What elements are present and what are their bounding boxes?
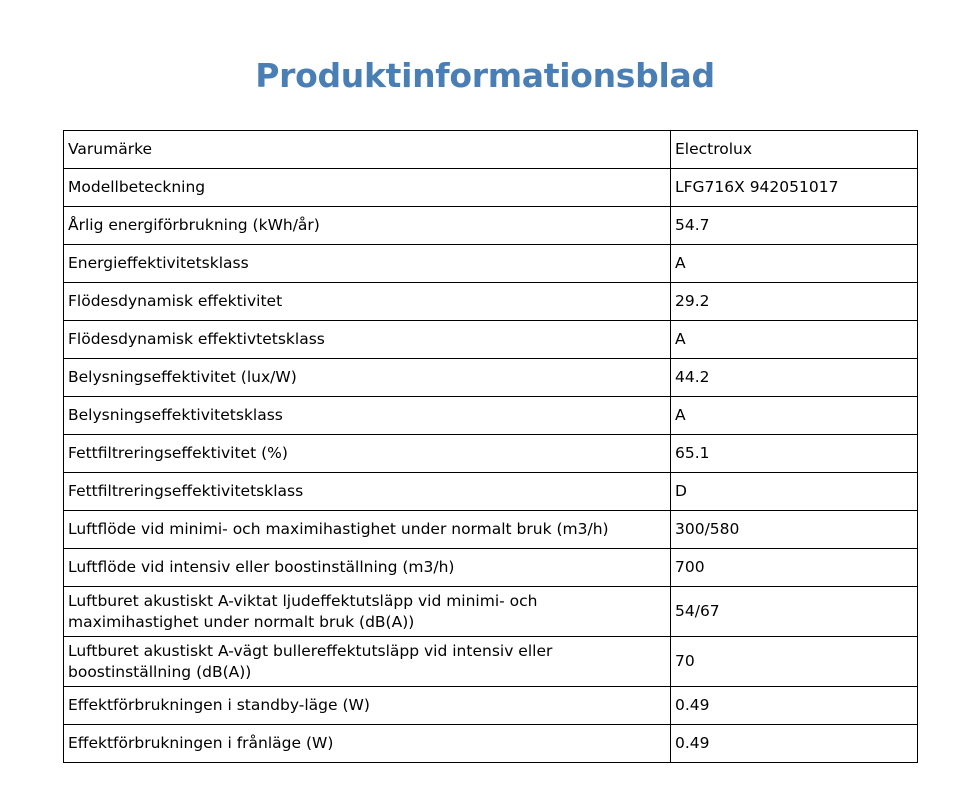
row-value: 65.1	[671, 435, 918, 473]
row-value: 300/580	[671, 511, 918, 549]
row-label: Luftflöde vid minimi- och maximihastighet under normalt bruk (m3/h)	[64, 511, 671, 549]
row-label: Modellbeteckning	[64, 169, 671, 207]
row-value: A	[671, 245, 918, 283]
row-value: 54/67	[671, 587, 918, 637]
table-row-off-power	[64, 725, 918, 763]
table-row-lighting-class	[64, 397, 918, 435]
table-row-grease-efficiency	[64, 435, 918, 473]
row-value: 70	[671, 637, 918, 687]
row-label: Årlig energiförbrukning (kWh/år)	[64, 207, 671, 245]
row-label: Effektförbrukningen i standby-läge (W)	[64, 687, 671, 725]
row-value: D	[671, 473, 918, 511]
table-row-fluid-efficiency	[64, 283, 918, 321]
row-value: 0.49	[671, 725, 918, 763]
table-row-fluid-class	[64, 321, 918, 359]
table-row-energy-class	[64, 245, 918, 283]
row-label: Flödesdynamisk effektivtetsklass	[64, 321, 671, 359]
product-info-table	[63, 130, 918, 763]
row-label: Belysningseffektivitetsklass	[64, 397, 671, 435]
row-label: Luftburet akustiskt A-vägt bullereffektutsläpp vid intensiv eller boostinställning (dB(A))	[64, 637, 671, 687]
row-value: 700	[671, 549, 918, 587]
row-label: Flödesdynamisk effektivitet	[64, 283, 671, 321]
row-value: LFG716X 942051017	[671, 169, 918, 207]
row-label: Fettfiltreringseffektivitet (%)	[64, 435, 671, 473]
table-row-annual-energy	[64, 207, 918, 245]
row-label: Belysningseffektivitet (lux/W)	[64, 359, 671, 397]
row-label: Varumärke	[64, 131, 671, 169]
row-value: A	[671, 321, 918, 359]
table-row-grease-class	[64, 473, 918, 511]
row-label: Luftburet akustiskt A-viktat ljudeffektutsläpp vid minimi- och maximihastighet under normalt bruk (dB(A))	[64, 587, 671, 637]
row-value: 44.2	[671, 359, 918, 397]
table-row-airflow-boost	[64, 549, 918, 587]
table-row-noise-boost	[64, 637, 918, 687]
row-label: Fettfiltreringseffektivitetsklass	[64, 473, 671, 511]
page-title: Produktinformationsblad	[255, 56, 715, 95]
table-row-noise-normal	[64, 587, 918, 637]
table-row-standby-power	[64, 687, 918, 725]
row-value: A	[671, 397, 918, 435]
table-row-brand	[64, 131, 918, 169]
row-value: 54.7	[671, 207, 918, 245]
row-label: Energieffektivitetsklass	[64, 245, 671, 283]
row-value: Electrolux	[671, 131, 918, 169]
table-row-airflow-normal	[64, 511, 918, 549]
row-value: 0.49	[671, 687, 918, 725]
row-label: Effektförbrukningen i frånläge (W)	[64, 725, 671, 763]
table-row-lighting-efficiency	[64, 359, 918, 397]
row-label: Luftflöde vid intensiv eller boostinställning (m3/h)	[64, 549, 671, 587]
table-row-model	[64, 169, 918, 207]
row-value: 29.2	[671, 283, 918, 321]
